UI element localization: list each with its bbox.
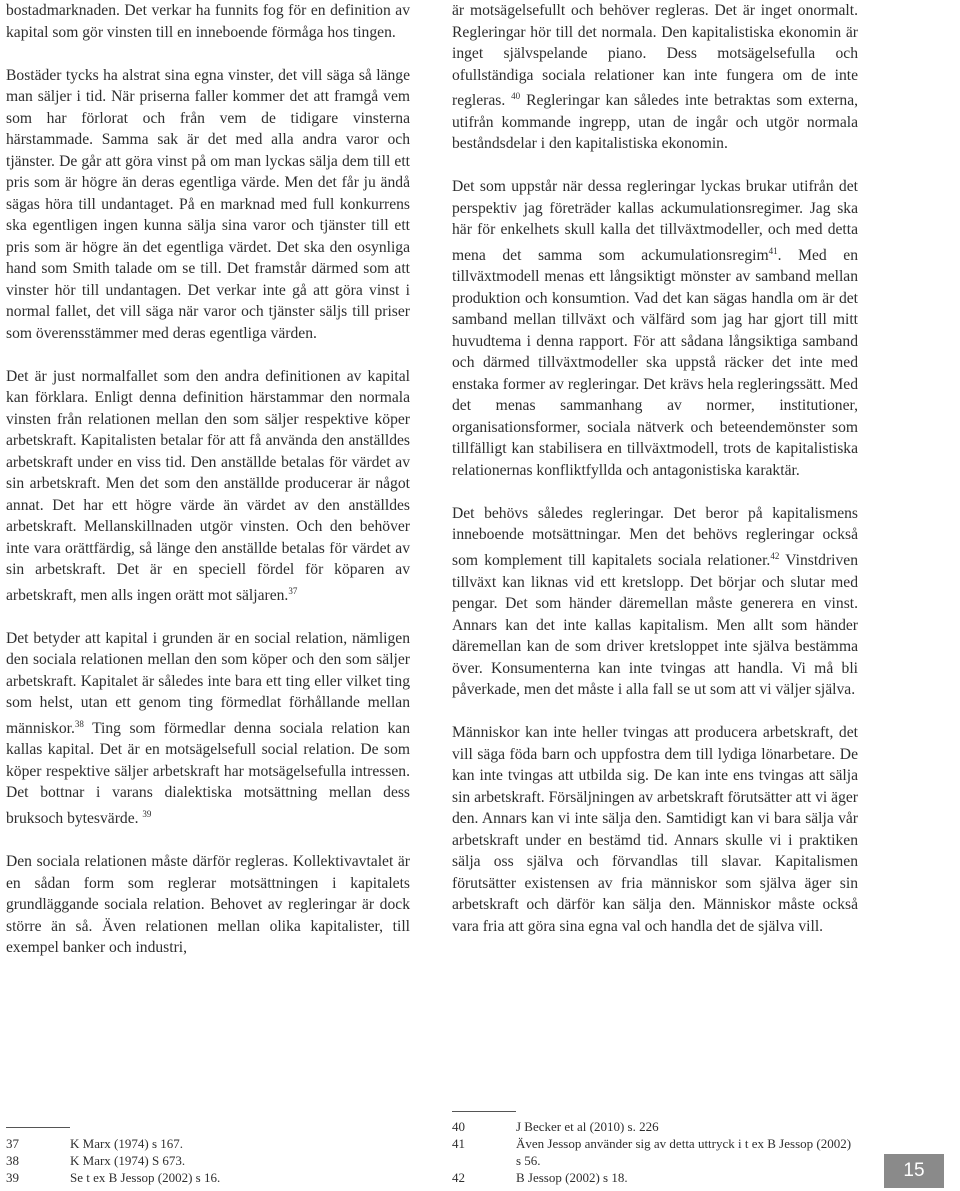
left-paragraph-3-text: Det är just normalfallet som den andra definitionen av kapital kan förklara. Enligt denna definition härstammar den normala vinsten från relationen mellan den som säljer respektive köper arbetskraft. Kapitalisten betalar för att få använda den anställdes arbetskraft under en viss tid. Den anställde betalas för värdet av sin arbetskraft. Men det som den anställde producerar är något annat. Det har ett högre värde än värdet av den anställdes arbetskraft. Mellanskillnaden utgör vinsten. Och den behöver inte vara orättfärdig, så länge den anställde betalas för värdet av sin arbetskraft. Det är en speciell fördel för köparen av arbetskraft, men alls ingen orätt mot säljaren. [6,367,410,604]
footnote-ref-41[interactable]: 41 [768,245,778,256]
right-paragraph-3-text-b: Vinstdriven tillväxt kan liknas vid ett kretslopp. Det börjar och slutar med pengar. Det som händer däremellan måste generera en vinst. Annars kan det inte kallas kapitalism. Men allt som händer däremellan kan de som driver kretsloppet inte själva bestämma över. Konsumenterna kan inte tvingas att handla. Vi må bli påverkade, men det måste i alla fall se ut som att vi väljer själva. [452,552,858,699]
left-column [6,0,410,959]
footnote-42 [452,1169,852,1186]
footnote-text: J Becker et al (2010) s. 226 [516,1119,659,1134]
footnote-text: K Marx (1974) S 673. [70,1153,186,1168]
page-number: 15 [884,1154,944,1188]
footnote-text: B Jessop (2002) s 18. [516,1170,628,1185]
footnote-ref-42[interactable]: 42 [770,550,780,561]
left-paragraph-5: Den sociala relationen måste därför regleras. Kollektivavtalet är en sådan form som reglerar motsättningen i kapitalets grundläggande sociala relation. Behovet av regleringar är dock större än så. Även relationen mellan olika kapitalister, till exempel banker och industri, [6,853,410,957]
right-paragraph-1-text-b: Regleringar kan således inte betraktas som externa, utifrån kommande ingrepp, utan de ingår och utgör normala beståndsdelar i den kapitalistiska ekonomin. [452,92,859,153]
footnote-text: Se t ex B Jessop (2002) s 16. [70,1170,221,1185]
right-column [452,0,858,937]
left-paragraph-1: bostadmarknaden. Det verkar ha funnits fog för en definition av kapital som gör vinsten till en inneboende förmåga hos tingen. [6,2,410,41]
footnotes-right [452,1118,852,1186]
footnote-ref-37[interactable]: 37 [288,585,298,596]
footnote-text: K Marx (1974) s 167. [70,1136,184,1151]
footnote-number: 39 [6,1170,19,1185]
footnote-divider-right [452,1111,516,1112]
left-paragraph-4 [6,628,410,830]
footnote-ref-39[interactable]: 39 [142,808,152,819]
footnote-number: 40 [452,1119,465,1134]
right-paragraph-1-text-a: är motsägelsefullt och behöver regleras. Det är inget onormalt. Regleringar hör till det normala. Den kapitalistiska ekonomin är inget självspelande piano. Dess motsägelsefulla och ofullständiga sociala relationer kan inte fungera om de inte regleras. [452,2,858,110]
footnote-divider-left [6,1127,70,1128]
footnote-ref-38[interactable]: 38 [74,718,84,729]
footnote-ref-40[interactable]: 40 [511,91,521,101]
footnote-number: 38 [6,1153,19,1168]
right-paragraph-2 [452,176,858,481]
left-paragraph-4-text-b: Ting som förmedlar denna sociala relation kan kallas kapital. Det är en motsägelsefull social relation. De som köper respektive säljer arbetskraft har motsägelsefulla intressen. Det bottnar i varans dialektiska motsättning mellan dess bruksoch bytesvärde. [6,719,410,828]
footnote-41 [452,1135,852,1169]
footnotes-left [6,1135,406,1186]
footnote-40 [452,1118,852,1135]
footnote-39 [6,1169,406,1186]
footnote-number: 37 [6,1136,19,1151]
right-paragraph-2-text-a: Det som uppstår när dessa regleringar lyckas brukar utifrån det perspektiv jag företräder kallas ackumulationsregimer. Jag ska här för enkelhets skull kalla det tillväxtmodeller, och med detta mena det samma som ackumulationsregim [452,178,858,264]
right-paragraph-3 [452,503,858,701]
left-paragraph-3 [6,366,410,607]
footnote-number: 42 [452,1170,465,1185]
right-paragraph-4: Människor kan inte heller tvingas att producera arbetskraft, det vill säga föda barn och uppfostra dem till lydiga lönarbetare. De kan inte tvingas att utbilda sig. De kan inte ens tvingas att sälja sin arbetskraft. Försäljningen av arbetskraft förutsätter att vi äger den. Annars kan vi inte sälja den. Samtidigt kan vi bara sälja vår arbetskraft under en bestämd tid. Annars skulle vi i praktiken sälja oss själva och förvandlas till slavar. Kapitalismen förutsätter existensen av fria människor som själva äger sin arbetskraft och därför kan sälja den. Människor måste också vara fria att göra sina egna val och handla det de själva vill. [452,724,858,935]
right-paragraph-2-text-b: . Med en tillväxtmodell menas ett långsiktigt mönster av samband mellan produktion och konsumtion. Vad det kan sägas handla om är det samband mellan tillväxt och välfärd som jag har gjort till mitt huvudtema i denna rapport. För att sådana långsiktiga samband och därmed tillväxtmodeller ska uppstå räcker det inte med enstaka former av regleringar. Det krävs hela regleringssätt. Med det menas sammanhang av normer, institutioner, organisationsformer, sociala nätverk och beteendemönster som tillfälligt kan stabilisera en tillväxtmodell, trots de kapitalistiska relationernas konfliktfyllda och antagonistiska karaktär. [452,246,858,479]
right-paragraph-3-text-a: Det behövs således regleringar. Det beror på kapitalismens inneboende motsättningar. Men det behövs regleringar också som komplement till kapitalets sociala relationer. [452,504,858,570]
footnote-37 [6,1135,406,1152]
right-paragraph-1 [452,0,858,155]
footnote-38 [6,1152,406,1169]
left-paragraph-4-text-a: Det betyder att kapital i grunden är en social relation, nämligen den sociala relationen mellan den som köper och den som säljer arbetskraft. Kapitalet är således inte bara ett ting eller vilket ting som helst, utan ett genom ting förmedlat förhållande mellan människor. [6,629,410,737]
footnote-text: Även Jessop använder sig av detta uttryck i t ex B Jessop (2002) s 56. [516,1136,852,1168]
left-paragraph-2: Bostäder tycks ha alstrat sina egna vinster, det vill säga så länge man säljer i tid. När priserna faller kommer det att framgå vem som har förlorat och från vem de tidigare vinsterna härstammade. Samma sak är det med alla andra varor och tjänster. De går att göra vinst på om man lyckas sälja dem till ett pris som är högre än deras egentliga värde. Men det får ju ändå sägas höra till undantaget. På en marknad med full konkurrens ska egentligen ingen kunna sälja sina varor och tjänster till ett pris som är högre än det egentliga värdet. Det ska den osynliga hand som Smith talade om se till. Det framstår därmed som att vinster hör till undantagen. Det verkar inte gå att göra vinst i normal fallet, det vill säga när varor och tjänster säljs till priser som överensstämmer med deras egentliga värden. [6,66,410,342]
footnote-number: 41 [452,1136,465,1151]
